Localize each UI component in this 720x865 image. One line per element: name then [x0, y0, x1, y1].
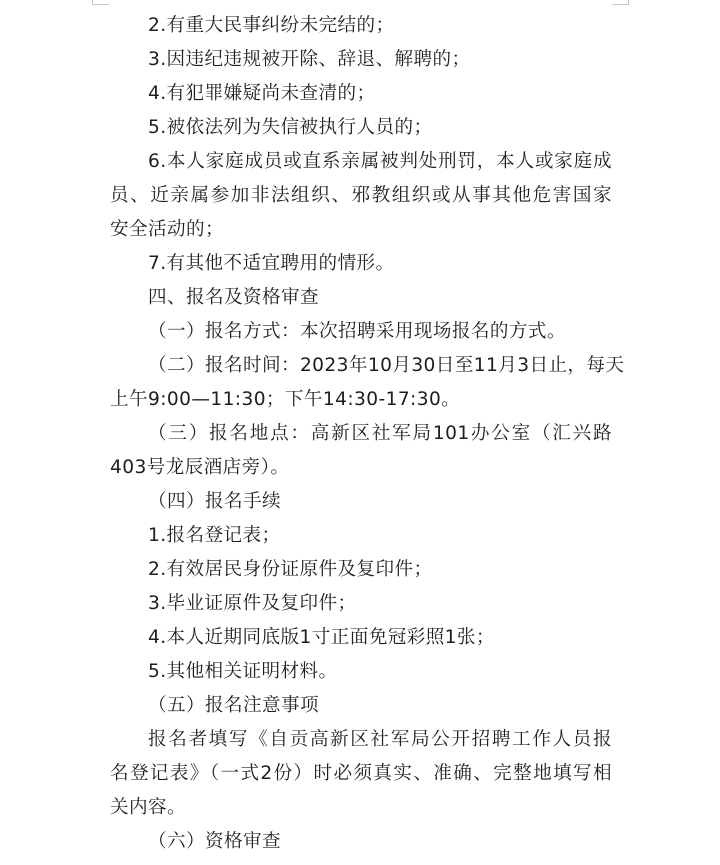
text-line: 名登记表》（一式2份）时必须真实、准确、完整地填写相 — [110, 763, 612, 784]
text-line: 403号龙辰酒店旁）。 — [110, 457, 290, 478]
text-line: 3.毕业证原件及复印件； — [148, 593, 357, 614]
text-line: 关内容。 — [110, 797, 186, 818]
page-corner-mark-left — [92, 0, 109, 5]
text-line: 2.有重大民事纠纷未完结的； — [148, 15, 395, 36]
text-line: 5.其他相关证明材料。 — [148, 661, 338, 682]
text-line: （五）报名注意事项 — [148, 695, 319, 716]
text-line: 4.有犯罪嫌疑尚未查清的； — [148, 83, 376, 104]
text-line: 1.报名登记表； — [148, 525, 281, 546]
text-line: （一）报名方式：本次招聘采用现场报名的方式。 — [148, 321, 566, 342]
text-line: 7.有其他不适宜聘用的情形。 — [148, 253, 395, 274]
text-line: （四）报名手续 — [148, 491, 281, 512]
text-line: 员、近亲属参加非法组织、邪教组织或从事其他危害国家 — [110, 185, 612, 206]
page-corner-mark-right — [612, 0, 629, 5]
text-line: 四、报名及资格审查 — [148, 287, 319, 308]
text-line: 安全活动的； — [110, 219, 224, 240]
text-line: 6.本人家庭成员或直系亲属被判处刑罚，本人或家庭成 — [148, 151, 612, 172]
text-line: （二）报名时间：2023年10月30日至11月3日止，每天 — [148, 355, 625, 376]
text-line: 5.被依法列为失信被执行人员的； — [148, 117, 433, 138]
text-line: 3.因违纪违规被开除、辞退、解聘的； — [148, 49, 471, 70]
text-line: （三）报名地点：高新区社军局101办公室（汇兴路 — [148, 423, 612, 444]
text-line: 4.本人近期同底版1寸正面免冠彩照1张； — [148, 627, 495, 648]
document-body — [110, 9, 625, 859]
text-line: （六）资格审查 — [148, 831, 281, 852]
text-line: 2.有效居民身份证原件及复印件； — [148, 559, 433, 580]
text-line: 报名者填写《自贡高新区社军局公开招聘工作人员报 — [148, 729, 612, 750]
text-line: 上午9:00—11:30；下午14:30-17:30。 — [110, 389, 461, 410]
